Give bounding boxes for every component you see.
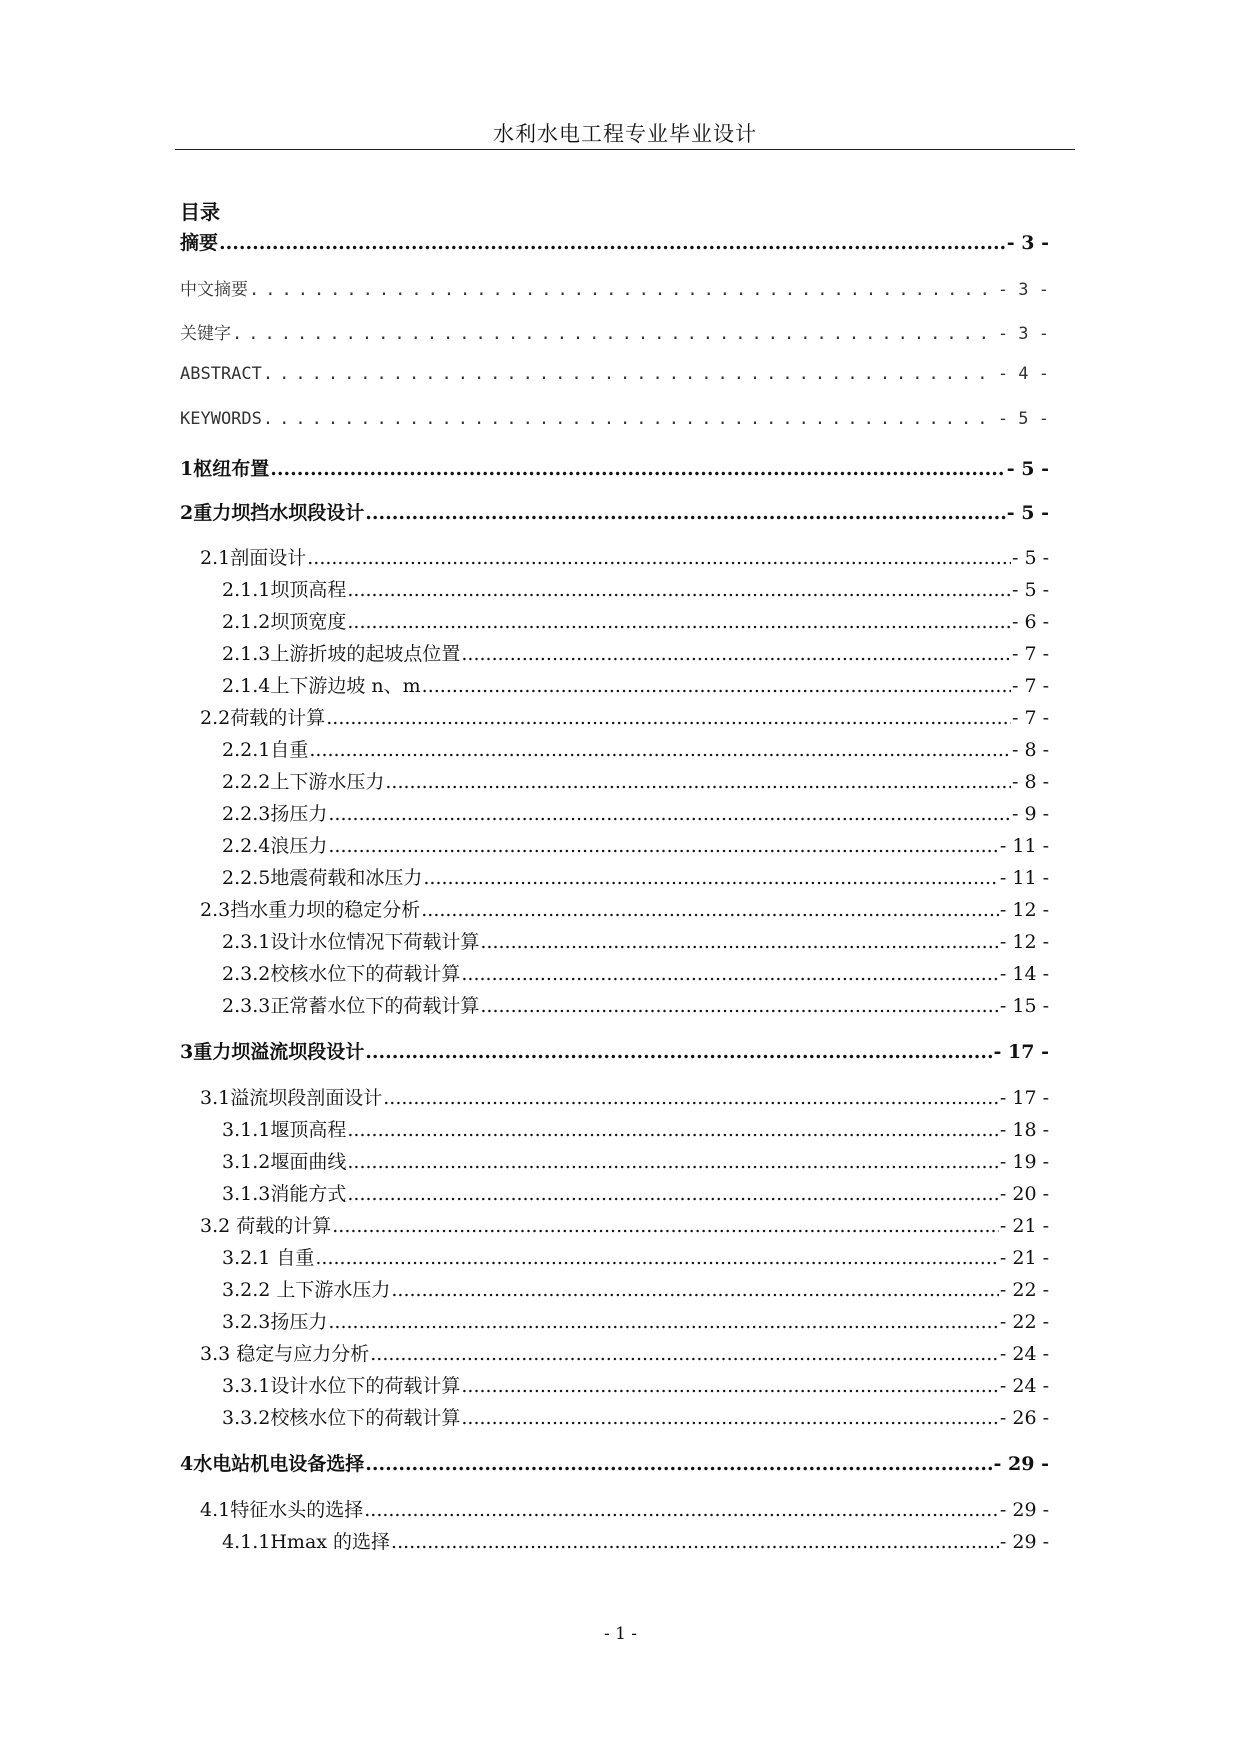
toc-entry-page: - 3 - [997, 324, 1049, 344]
toc-leader-dots [263, 364, 997, 384]
toc-entry-page: - 15 - [999, 995, 1049, 1017]
toc-entry[interactable] [200, 703, 1049, 730]
toc-entry-number: 2.3.3 [222, 995, 271, 1017]
toc-leader-dots [263, 409, 997, 429]
toc-entry-label: 消能方式 [270, 1183, 347, 1205]
toc-leader-dots [461, 963, 999, 985]
toc-entry-label: 荷载的计算 [236, 1215, 332, 1237]
toc-entry[interactable] [180, 275, 1049, 300]
toc-entry[interactable] [180, 1037, 1049, 1064]
toc-leader-dots [249, 280, 997, 300]
toc-entry-page: - 20 - [999, 1183, 1049, 1205]
toc-entry-label: 地震荷载和冰压力 [270, 867, 423, 889]
toc-entry-label: 校核水位下的荷载计算 [270, 1407, 461, 1429]
toc-entry-label: 设计水位下的荷载计算 [270, 1375, 461, 1397]
toc-entry-page: - 9 - [1011, 803, 1049, 825]
toc-entry-number: 2.2.3 [222, 803, 271, 825]
toc-entry-number: 3 [180, 1041, 194, 1063]
toc-leader-dots [480, 931, 999, 953]
toc-leader-dots [328, 835, 999, 857]
toc-entry[interactable] [180, 409, 1049, 429]
toc-entry-label: 堰顶高程 [270, 1119, 347, 1141]
toc-entry-number: 2.1.4 [222, 675, 271, 697]
toc-entry-label: 自重 [270, 739, 309, 761]
toc-entry[interactable] [200, 1211, 1049, 1238]
toc-entry[interactable] [222, 959, 1049, 986]
toc-entry[interactable] [180, 364, 1049, 384]
toc-entry-page: - 5 - [1006, 502, 1049, 524]
toc-entry-label: Hmax 的选择 [270, 1531, 391, 1553]
toc-entry-page: - 8 - [1011, 739, 1049, 761]
toc-entry-label: 重力坝挡水坝段设计 [193, 502, 365, 524]
toc-entry-label: 挡水重力坝的稳定分析 [230, 899, 421, 921]
page-number: - 1 - [603, 1624, 638, 1644]
toc-entry-page: - 7 - [1011, 675, 1049, 697]
toc-entry-label: 特征水头的选择 [230, 1499, 364, 1521]
toc-entry-page: - 11 - [999, 867, 1049, 889]
toc-entry-label: 水电站机电设备选择 [193, 1453, 365, 1475]
toc-entry-number: 2.1.3 [222, 643, 271, 665]
toc-leader-dots [347, 1151, 999, 1173]
toc-entry-label: 上下游边坡 n、m [270, 675, 421, 697]
toc-entry-number: 2.3 [200, 899, 231, 921]
toc-entry-label: 剖面设计 [230, 547, 307, 569]
toc-entry[interactable] [222, 927, 1049, 954]
toc-entry-page: - 17 - [993, 1041, 1049, 1063]
toc-entry[interactable] [180, 454, 1049, 481]
toc-entry-page: - 29 - [999, 1499, 1049, 1521]
toc-entry[interactable] [200, 1339, 1049, 1366]
header-rule [175, 149, 1075, 150]
toc-entry-number: 3.1.3 [222, 1183, 271, 1205]
toc-entry[interactable] [200, 1083, 1049, 1110]
toc-entry-label: 上下游水压力 [270, 771, 385, 793]
toc-leader-dots [461, 1407, 999, 1429]
toc-entry-label: 坝顶宽度 [270, 611, 347, 633]
toc-entry[interactable] [222, 991, 1049, 1018]
toc-entry-number: 2.2 [200, 707, 231, 729]
toc-entry-label: 设计水位情况下荷载计算 [270, 931, 480, 953]
toc-entry-number: 3.1.1 [222, 1119, 271, 1141]
toc-entry-number: 3.2.2 [222, 1279, 271, 1301]
toc-leader-dots [328, 803, 1011, 825]
page-header: 水利水电工程专业毕业设计 [493, 122, 757, 146]
toc-leader-dots [332, 1215, 999, 1237]
toc-entry[interactable] [180, 1449, 1049, 1476]
toc-entry-label: KEYWORDS [180, 409, 262, 429]
toc-entry-number: 4 [180, 1453, 194, 1475]
toc-entry-number: 3.2.3 [222, 1311, 271, 1333]
toc-entry-page: - 12 - [999, 899, 1049, 921]
toc-entry-label: 自重 [276, 1247, 315, 1269]
toc-entry-label: 关键字 [180, 324, 231, 344]
toc-entry-page: - 5 - [997, 409, 1049, 429]
toc-entry[interactable] [222, 1147, 1049, 1174]
toc-entry-page: - 3 - [997, 280, 1049, 300]
toc-leader-dots [383, 1087, 999, 1109]
toc-entry-label: 浪压力 [270, 835, 328, 857]
toc-leader-dots [307, 547, 1011, 569]
toc-entry-number: 4.1.1 [222, 1531, 271, 1553]
toc-leader-dots [480, 995, 999, 1017]
toc-leader-dots [219, 232, 1006, 254]
toc-entry[interactable] [180, 319, 1049, 344]
toc-entry-page: - 3 - [1006, 232, 1049, 254]
toc-entry-page: - 6 - [1011, 611, 1049, 633]
toc-entry-number: 2.2.2 [222, 771, 271, 793]
toc-entry-number: 2.1 [200, 547, 231, 569]
toc-entry-number: 3.2 [200, 1215, 231, 1237]
toc-entry[interactable] [222, 1527, 1049, 1554]
toc-entry[interactable] [222, 607, 1049, 634]
toc-entry[interactable] [222, 831, 1049, 858]
toc-entry-number: 3.3 [200, 1343, 231, 1365]
toc-leader-dots [326, 707, 1011, 729]
toc-leader-dots [422, 675, 1011, 697]
toc-entry-number: 2.1.1 [222, 579, 271, 601]
toc-leader-dots [347, 1119, 999, 1141]
toc-entry-page: - 5 - [1011, 579, 1049, 601]
toc-entry-number: 3.1.2 [222, 1151, 271, 1173]
toc-entry-page: - 5 - [1011, 547, 1049, 569]
toc-entry[interactable] [200, 1495, 1049, 1522]
toc-entry-page: - 24 - [999, 1375, 1049, 1397]
toc-leader-dots [309, 739, 1011, 761]
toc-leader-dots [385, 771, 1011, 793]
toc-entry-number: 2 [180, 502, 194, 524]
toc-entry-number: 2.2.1 [222, 739, 271, 761]
toc-entry-page: - 18 - [999, 1119, 1049, 1141]
toc-entry-page: - 12 - [999, 931, 1049, 953]
toc-leader-dots [423, 867, 999, 889]
toc-leader-dots [347, 611, 1011, 633]
toc-entry[interactable] [222, 1275, 1049, 1302]
toc-entry-label: 坝顶高程 [270, 579, 347, 601]
toc-leader-dots [270, 458, 1006, 480]
toc-entry-label: 校核水位下的荷载计算 [270, 963, 461, 985]
toc-entry[interactable] [200, 895, 1049, 922]
toc-entry-number: 3.3.2 [222, 1407, 271, 1429]
toc-entry-number: 4.1 [200, 1499, 231, 1521]
toc-entry-page: - 4 - [997, 364, 1049, 384]
toc-entry-page: - 21 - [999, 1215, 1049, 1237]
toc-entry-label: 上游折坡的起坡点位置 [270, 643, 461, 665]
toc-entry-page: - 26 - [999, 1407, 1049, 1429]
toc-entry[interactable] [222, 1115, 1049, 1142]
toc-entry-label: 上下游水压力 [276, 1279, 391, 1301]
toc-leader-dots [232, 324, 997, 344]
toc-entry-label: 枢纽布置 [193, 458, 270, 480]
toc-title: 目录 [180, 200, 220, 224]
toc-entry-label: 稳定与应力分析 [236, 1343, 370, 1365]
toc-entry[interactable] [222, 863, 1049, 890]
toc-entry-page: - 21 - [999, 1247, 1049, 1269]
toc-entry-page: - 17 - [999, 1087, 1049, 1109]
toc-leader-dots [328, 1311, 999, 1333]
toc-entry-page: - 22 - [999, 1279, 1049, 1301]
toc-leader-dots [315, 1247, 999, 1269]
toc-entry-number: 1 [180, 458, 194, 480]
toc-entry-page: - 7 - [1011, 643, 1049, 665]
toc-entry[interactable] [222, 1307, 1049, 1334]
toc-leader-dots [365, 1453, 992, 1475]
toc-entry[interactable] [222, 799, 1049, 826]
toc-leader-dots [370, 1343, 999, 1365]
toc-entry-label: 扬压力 [270, 803, 328, 825]
toc-entry[interactable] [180, 228, 1049, 255]
toc-entry-label: 摘要 [180, 232, 219, 254]
toc-entry[interactable] [222, 1403, 1049, 1430]
toc-entry[interactable] [222, 1243, 1049, 1270]
toc-entry-page: - 14 - [999, 963, 1049, 985]
toc-entry-number: 2.2.5 [222, 867, 271, 889]
toc-entry-label: 正常蓄水位下的荷载计算 [270, 995, 480, 1017]
toc-entry-number: 3.1 [200, 1087, 231, 1109]
toc-entry[interactable] [222, 575, 1049, 602]
toc-entry-label: ABSTRACT [180, 364, 262, 384]
toc-entry-page: - 5 - [1006, 458, 1049, 480]
toc-entry-number: 2.3.1 [222, 931, 271, 953]
toc-entry-page: - 19 - [999, 1151, 1049, 1173]
toc-entry[interactable] [222, 671, 1049, 698]
toc-entry-label: 堰面曲线 [270, 1151, 347, 1173]
toc-entry[interactable] [222, 735, 1049, 762]
toc-entry-number: 3.3.1 [222, 1375, 271, 1397]
toc-entry-page: - 29 - [993, 1453, 1049, 1475]
toc-leader-dots [421, 899, 999, 921]
toc-entry-number: 2.2.4 [222, 835, 271, 857]
toc-entry-label: 重力坝溢流坝段设计 [193, 1041, 365, 1063]
toc-entry-number: 3.2.1 [222, 1247, 271, 1269]
toc-leader-dots [347, 579, 1011, 601]
toc-entry[interactable] [222, 1371, 1049, 1398]
toc-leader-dots [364, 1499, 999, 1521]
toc-entry-page: - 24 - [999, 1343, 1049, 1365]
toc-entry-number: 2.3.2 [222, 963, 271, 985]
toc-entry-label: 溢流坝段剖面设计 [230, 1087, 383, 1109]
toc-entry-page: - 29 - [999, 1531, 1049, 1553]
toc-entry-label: 中文摘要 [180, 280, 248, 300]
toc-leader-dots [461, 643, 1011, 665]
toc-entry-label: 荷载的计算 [230, 707, 326, 729]
toc-entry[interactable] [222, 639, 1049, 666]
toc-leader-dots [365, 1041, 992, 1063]
toc-entry-page: - 22 - [999, 1311, 1049, 1333]
toc-entry[interactable] [222, 767, 1049, 794]
toc-leader-dots [365, 502, 1006, 524]
toc-entry[interactable] [180, 498, 1049, 525]
toc-entry-number: 2.1.2 [222, 611, 271, 633]
toc-entry-page: - 8 - [1011, 771, 1049, 793]
toc-leader-dots [391, 1531, 999, 1553]
toc-entry-label: 扬压力 [270, 1311, 328, 1333]
toc-entry[interactable] [222, 1179, 1049, 1206]
toc-entry-page: - 7 - [1011, 707, 1049, 729]
toc-entry-page: - 11 - [999, 835, 1049, 857]
toc-leader-dots [391, 1279, 999, 1301]
toc-entry[interactable] [200, 543, 1049, 570]
toc-leader-dots [347, 1183, 999, 1205]
toc-leader-dots [461, 1375, 999, 1397]
